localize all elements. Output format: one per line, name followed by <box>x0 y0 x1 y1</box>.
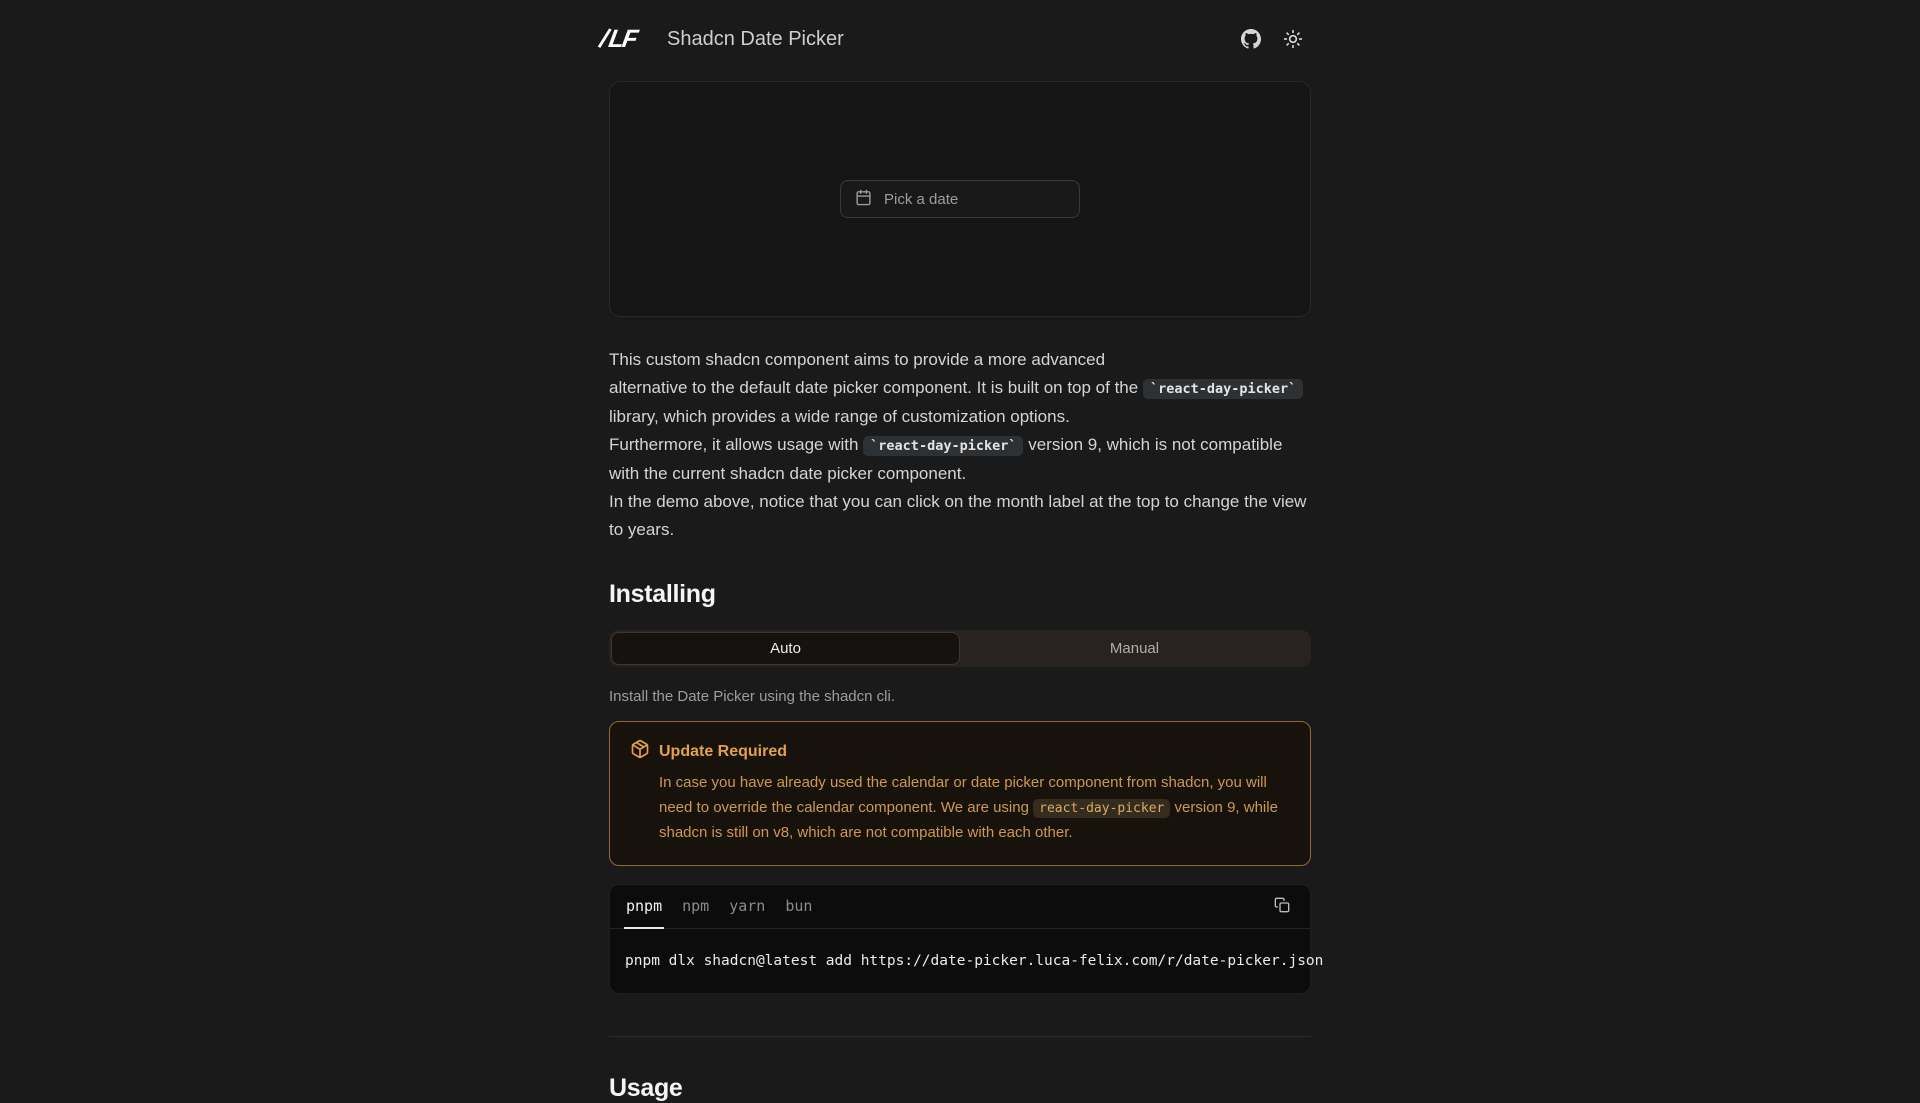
section-divider <box>609 1036 1311 1037</box>
inline-code-react-day-picker: `react-day-picker` <box>1143 379 1303 399</box>
tab-auto[interactable]: Auto <box>611 632 960 665</box>
package-icon <box>630 739 650 764</box>
theme-toggle-button[interactable] <box>1275 21 1311 57</box>
alert-title-row <box>630 739 1290 764</box>
github-link-button[interactable] <box>1233 21 1269 57</box>
alert-body-text: version 9, while shadcn is still on v8, which are not compatible with each other. <box>659 798 1278 841</box>
inline-code-react-day-picker: `react-day-picker` <box>863 436 1023 456</box>
github-icon <box>1241 29 1261 49</box>
header <box>606 0 1311 64</box>
usage-heading: Usage <box>609 1073 683 1102</box>
update-required-alert <box>609 721 1311 866</box>
install-command: pnpm dlx shadcn@latest add https://date-picker.luca-felix.com/r/date-picker.json <box>625 952 1324 969</box>
install-command-code-block <box>609 884 1324 994</box>
sun-icon <box>1283 29 1303 49</box>
inline-code-react-day-picker: react-day-picker <box>1033 799 1170 818</box>
description-line: version 9, which is not compatible with the current shadcn date picker component. <box>609 435 1283 483</box>
calendar-icon <box>855 189 872 210</box>
pm-tab-pnpm[interactable]: pnpm <box>624 885 664 929</box>
copy-icon <box>1274 897 1290 916</box>
alert-body-text: In case you have already used the calendar or date picker component from shadcn, you will need to override the calendar component. We are using <box>659 774 1267 816</box>
code-header-spacer <box>830 885 1268 928</box>
site-logo[interactable] <box>606 22 653 56</box>
package-manager-tabs <box>610 885 1310 929</box>
description-line: In the demo above, notice that you can click on the month label at the top to change the view to years. <box>609 492 1307 539</box>
pm-tab-yarn[interactable]: yarn <box>727 885 767 929</box>
copy-command-button[interactable] <box>1268 892 1296 920</box>
component-description <box>609 346 1311 544</box>
description-line: alternative to the default date picker component. It is built on top of the <box>609 378 1139 397</box>
date-picker-placeholder: Pick a date <box>884 190 959 208</box>
pm-tab-bun[interactable]: bun <box>783 885 814 929</box>
demo-preview-card <box>609 81 1311 317</box>
pm-tab-npm[interactable]: npm <box>680 885 711 929</box>
description-line: library, which provides a wide range of customization options. <box>609 407 1070 426</box>
page-title: Shadcn Date Picker <box>667 27 844 50</box>
tab-manual[interactable]: Manual <box>960 632 1309 665</box>
alert-body <box>659 771 1290 846</box>
install-method-tabs <box>609 630 1311 667</box>
page-content <box>606 0 1324 1103</box>
alert-title: Update Required <box>659 742 788 760</box>
installing-heading: Installing <box>609 580 716 608</box>
logo-monogram: LF <box>606 24 639 53</box>
install-caption: Install the Date Picker using the shadcn cli. <box>609 688 895 705</box>
description-line: Furthermore, it allows usage with <box>609 435 859 454</box>
description-line: This custom shadcn component aims to provide a more advanced <box>609 350 1106 369</box>
date-picker-trigger-button[interactable] <box>840 180 1080 218</box>
